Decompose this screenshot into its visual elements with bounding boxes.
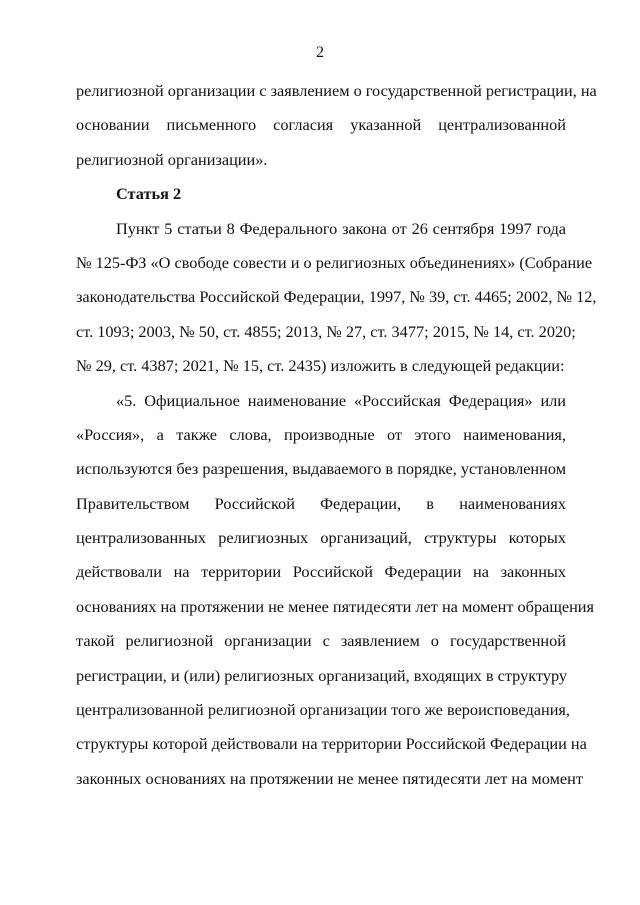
text-line: Пункт 5 статьи 8 Федерального закона от 26 сентября 1997 года [116,218,566,238]
article-heading: Статья 2 [116,184,182,204]
text-line: Правительством Российской Федерации, в наименованиях [76,493,566,513]
text-line: законных основаниях на протяжении не менее пятидесяти лет на момент [76,768,583,788]
text-line: «Россия», а также слова, производные от этого наименования, [76,424,566,444]
text-line: основаниях на протяжении не менее пятидесяти лет на момент обращения [76,596,595,616]
text-line: № 29, ст. 4387; 2021, № 15, ст. 2435) изложить в следующей редакции: [76,356,565,376]
text-line: религиозной организации с заявлением о государственной регистрации, на [76,81,597,100]
text-line: ст. 1093; 2003, № 50, ст. 4855; 2013, № 27, ст. 3477; 2015, № 14, ст. 2020; [76,321,576,341]
text-line: законодательства Российской Федерации, 1997, № 39, ст. 4465; 2002, № 12, [76,287,597,307]
text-line: религиозной организации». [76,149,268,169]
text-line: регистрации, и (или) религиозных организаций, входящих в структуру [76,665,568,685]
page-number: 2 [316,44,324,61]
paragraph-continuation [76,74,597,177]
text-line: «5. Официальное наименование «Российская Федерация» или [116,390,566,410]
text-line: централизованной религиозной организации того же вероисповедания, [76,700,570,720]
text-line: централизованных религиозных организаций, структуры которых [76,528,566,548]
document-body [76,74,597,796]
paragraph-amendment-intro [76,212,597,384]
paragraph-new-wording [76,384,595,797]
text-line: № 125-ФЗ «О свободе совести и о религиозных объединениях» (Собрание [76,252,593,272]
text-line: структуры которой действовали на территории Российской Федерации на [76,734,587,754]
text-line: такой религиозной организации с заявлением о государственной [76,631,566,651]
text-line: используются без разрешения, выдаваемого в порядке, установленном [76,459,566,479]
text-line: основании письменного согласия указанной централизованной [76,115,566,135]
text-line: действовали на территории Российской Федерации на законных [76,562,566,582]
